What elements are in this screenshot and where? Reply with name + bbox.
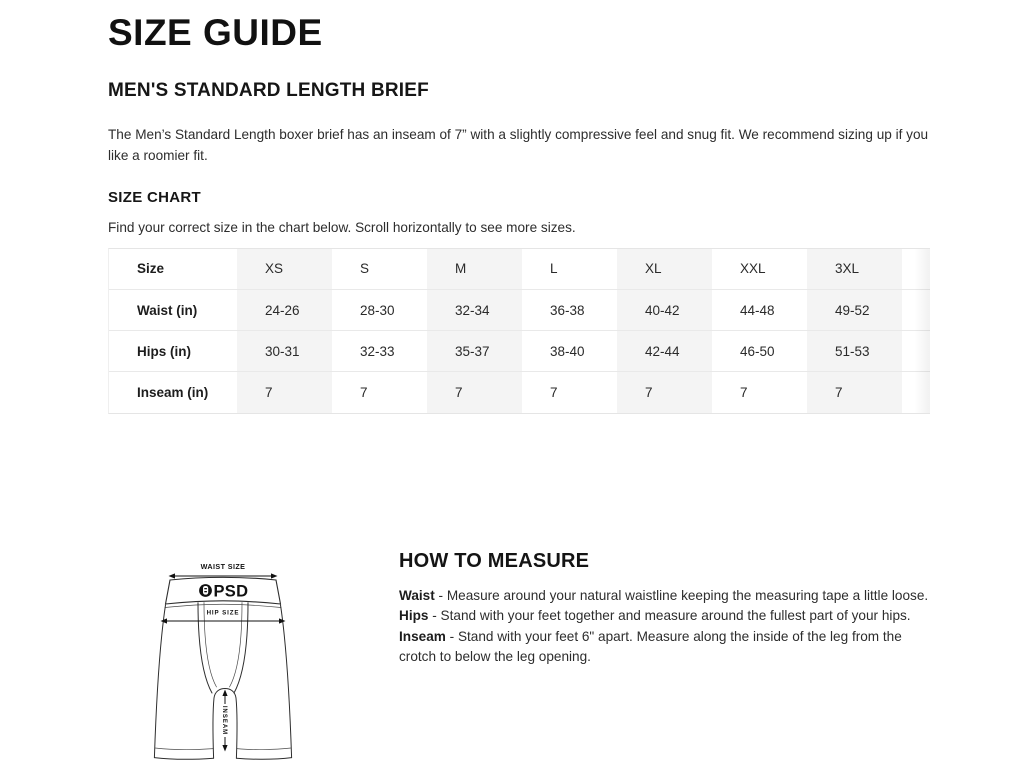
size-col-header: XXL [740, 261, 766, 277]
how-to-measure-section [108, 550, 930, 782]
size-corner-header: Size [137, 261, 165, 277]
waist-size-label: WAIST SIZE [200, 561, 246, 571]
table-cell: 7 [427, 372, 522, 413]
measure-term: Waist [399, 587, 435, 603]
inseam-label: INSEAM [221, 705, 227, 735]
psd-logo-text: PSD [213, 582, 249, 601]
table-cell: 40-42 [617, 290, 712, 331]
measure-desc: - Measure around your natural waistline keeping the measuring tape a little loose. [438, 587, 929, 603]
table-cell: 30-31 [237, 331, 332, 372]
size-chart-table [109, 249, 930, 413]
measure-term: Inseam [399, 628, 446, 644]
table-cell: 36-38 [550, 302, 585, 318]
size-chart-scroll-area[interactable] [108, 248, 930, 414]
table-cell: 7 [237, 372, 332, 413]
table-cell-partial [902, 331, 930, 372]
table-cell: 24-26 [237, 290, 332, 331]
measure-desc: - Stand with your feet together and measure around the fullest part of your hips. [432, 608, 911, 624]
row-label: Waist (in) [137, 302, 198, 318]
size-col-header: M [427, 249, 522, 290]
table-cell: 38-40 [550, 343, 585, 359]
table-cell: 32-33 [360, 343, 395, 359]
how-to-measure-heading: HOW TO MEASURE [399, 549, 590, 572]
size-col-header: 3XL [807, 249, 902, 290]
table-row [109, 372, 930, 413]
waistband-stitch [165, 604, 281, 607]
table-cell: 28-30 [360, 302, 395, 318]
table-cell: 49-52 [807, 290, 902, 331]
table-cell: 7 [550, 384, 558, 400]
row-label: Inseam (in) [137, 384, 209, 400]
measure-item-waist [399, 586, 930, 606]
measure-item-hips [399, 606, 930, 626]
measure-term: Hips [399, 608, 429, 624]
size-col-header: XL [617, 249, 712, 290]
table-row [109, 290, 930, 331]
product-description: The Men’s Standard Length boxer brief has an inseam of 7” with a slightly compressive feel and snug fit. We recommend sizing up if you like a roomier fit. [108, 126, 929, 163]
table-cell: 35-37 [427, 331, 522, 372]
hip-arrow-icon [161, 618, 286, 623]
how-to-measure-text [399, 550, 930, 668]
table-cell: 32-34 [427, 290, 522, 331]
measure-item-inseam [399, 627, 930, 668]
hip-size-label: HIP SIZE [206, 609, 240, 617]
table-cell-partial [902, 372, 930, 413]
size-col-partial [902, 249, 930, 290]
table-row [109, 331, 930, 372]
measure-desc: - Stand with your feet 6" apart. Measure along the inside of the leg from the crotch to below the leg opening. [399, 628, 902, 664]
table-cell: 7 [617, 372, 712, 413]
table-cell: 51-53 [807, 331, 902, 372]
table-cell-partial [902, 290, 930, 331]
measure-instructions [399, 586, 930, 668]
page-title: SIZE GUIDE [108, 12, 323, 53]
table-cell: 7 [740, 384, 748, 400]
size-chart-instruction: Find your correct size in the chart below. Scroll horizontally to see more sizes. [108, 219, 576, 235]
size-chart-heading: SIZE CHART [108, 188, 201, 206]
boxer-brief-diagram [148, 550, 298, 782]
size-col-header: S [360, 261, 370, 277]
table-cell: 44-48 [740, 302, 775, 318]
size-col-header: XS [237, 249, 332, 290]
table-cell: 7 [807, 372, 902, 413]
table-cell: 42-44 [617, 331, 712, 372]
table-header-row [109, 249, 930, 290]
size-col-header: L [550, 261, 558, 277]
table-cell: 7 [360, 384, 368, 400]
table-cell: 46-50 [740, 343, 775, 359]
row-label: Hips (in) [137, 343, 191, 359]
product-subtitle: MEN'S STANDARD LENGTH BRIEF [108, 79, 429, 101]
